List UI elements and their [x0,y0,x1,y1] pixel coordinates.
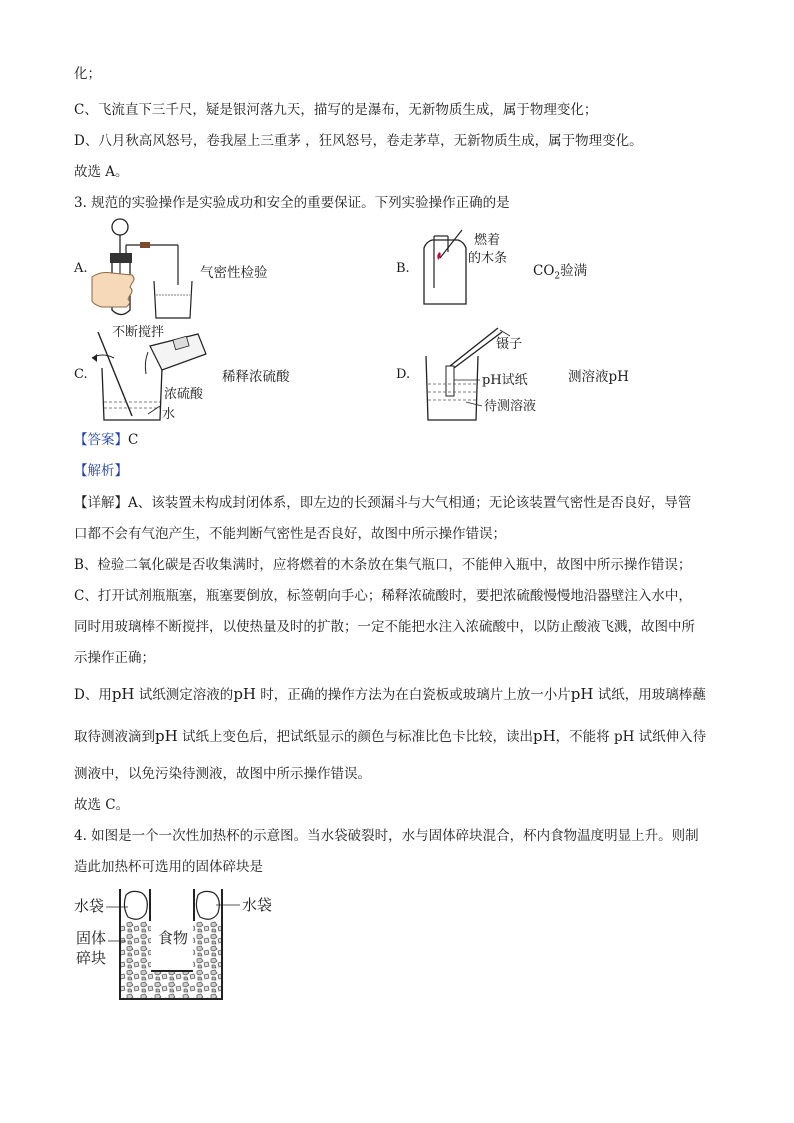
text-line: D、八月秋高风怒号，卷我屋上三重茅 ，狂风怒号，卷走茅草，无新物质生成，属于物理变化。 [74,133,643,149]
detail-text: D、用 [74,687,112,703]
text-line: 化； [74,66,101,82]
test-solution-label: 待测溶液 [484,399,537,414]
ph-symbol: pH [155,727,178,745]
detail-choose: 故选 C。 [74,797,130,813]
text-line: C、飞流直下三千尺，疑是银河落九天，描写的是瀑布，无新物质生成，属于物理变化； [74,102,598,118]
tweezers-label: 镊子 [496,337,523,352]
detail-text: 时，正确的操作方法为在白瓷板或玻璃片上放一小片 [256,687,571,703]
detail-line: 测液中，以免污染待测液，故图中所示操作错误。 [74,766,371,782]
food-label: 食物 [158,929,189,947]
detail-text: ，不能将 pH 试纸伸入待 [555,729,707,745]
option-c-caption: 稀释浓硫酸 [222,369,290,385]
detail-line: 同时用玻璃棒不断搅拌，以使热量及时的扩散；一定不能把水注入浓硫酸中，以防止酸液飞溅，故图中所 [74,619,695,635]
water-label: 水 [162,407,176,422]
detail-line-ph-2 [74,726,706,747]
option-a-caption: 气密性检验 [200,265,268,281]
detail-text: 试纸测定溶液的 [134,687,234,703]
detail-line-ph-1 [74,684,706,705]
figure-c-dilution-diagram [88,318,228,428]
figure-b-co2-test-diagram [414,228,524,308]
detail-text: 试纸，用玻璃棒蘸 [593,687,706,703]
detail-line: 口都不会有气泡产生，不能判断气密性是否良好，故图中所示操作错误； [74,526,506,542]
co2-subscript: 2 [554,271,561,282]
text-line: 故选 A。 [74,164,129,180]
burning-splint-label-2: 的木条 [468,251,508,266]
analysis-label: 【解析】 [74,463,128,479]
stir-label: 不断搅拌 [112,325,165,340]
water-bag-right-label: 水袋 [242,896,273,914]
co2-formula: CO [533,263,555,279]
option-a-letter: A. [74,261,88,276]
detail-text: 试纸上变色后，把试纸显示的颜色与标准比色卡比较，读出 [177,729,533,745]
co2-caption-rest: 验满 [560,263,588,279]
answer-label: 【答案】 [74,432,128,448]
option-b-letter: B. [396,261,410,276]
ph-symbol: pH [570,685,594,703]
figure-d-ph-diagram [416,322,556,422]
concentrated-acid-label: 浓硫酸 [164,387,204,402]
solid-pieces-label-1: 固体 [76,929,107,947]
figure-a-airtightness-diagram [92,215,202,325]
detail-text: 取待测液滴到 [74,729,155,745]
answer-line [74,430,138,450]
water-bag-left-label: 水袋 [74,897,105,915]
detail-line: B、检验二氧化碳是否收集满时，应将燃着的木条放在集气瓶口，不能伸入瓶中，故图中所示操作错误； [74,557,692,573]
detail-line: 示操作正确； [74,650,155,666]
question-4-stem-line-1: 4. 如图是一个一次性加热杯的示意图。当水袋破裂时，水与固体碎块混合，杯内食物温度明显上升。则制 [74,828,699,844]
question-3-stem: 3. 规范的实验操作是实验成功和安全的重要保证。下列实验操作正确的是 [74,195,510,211]
detail-line: C、打开试剂瓶瓶塞，瓶塞要倒放，标签朝向手心；稀释浓硫酸时，要把浓硫酸慢慢地沿器壁注入水中， [74,588,692,604]
ph-symbol: pH [111,685,135,703]
ph-paper-label: pH试纸 [482,373,528,388]
option-b-caption [533,259,587,282]
solid-pieces-label-2: 碎块 [76,949,107,967]
burning-splint-label-1: 燃着 [474,233,501,248]
question-4-stem-line-2: 造此加热杯可选用的固体碎块是 [74,859,263,875]
heating-cup-diagram [70,885,290,1005]
ph-symbol: pH [233,685,256,703]
detail-text: A、该装置未构成封闭体系，即左边的长颈漏斗与大气相通；无论该装置气密性是否良好，导管 [128,495,692,511]
ph-symbol: pH [532,727,556,745]
option-d-letter: D. [396,367,411,382]
option-c-letter: C. [74,367,88,382]
detail-line [74,493,691,513]
answer-value: C [128,432,139,448]
detail-label: 【详解】 [74,495,128,511]
option-d-caption: 测溶液pH [568,369,629,385]
